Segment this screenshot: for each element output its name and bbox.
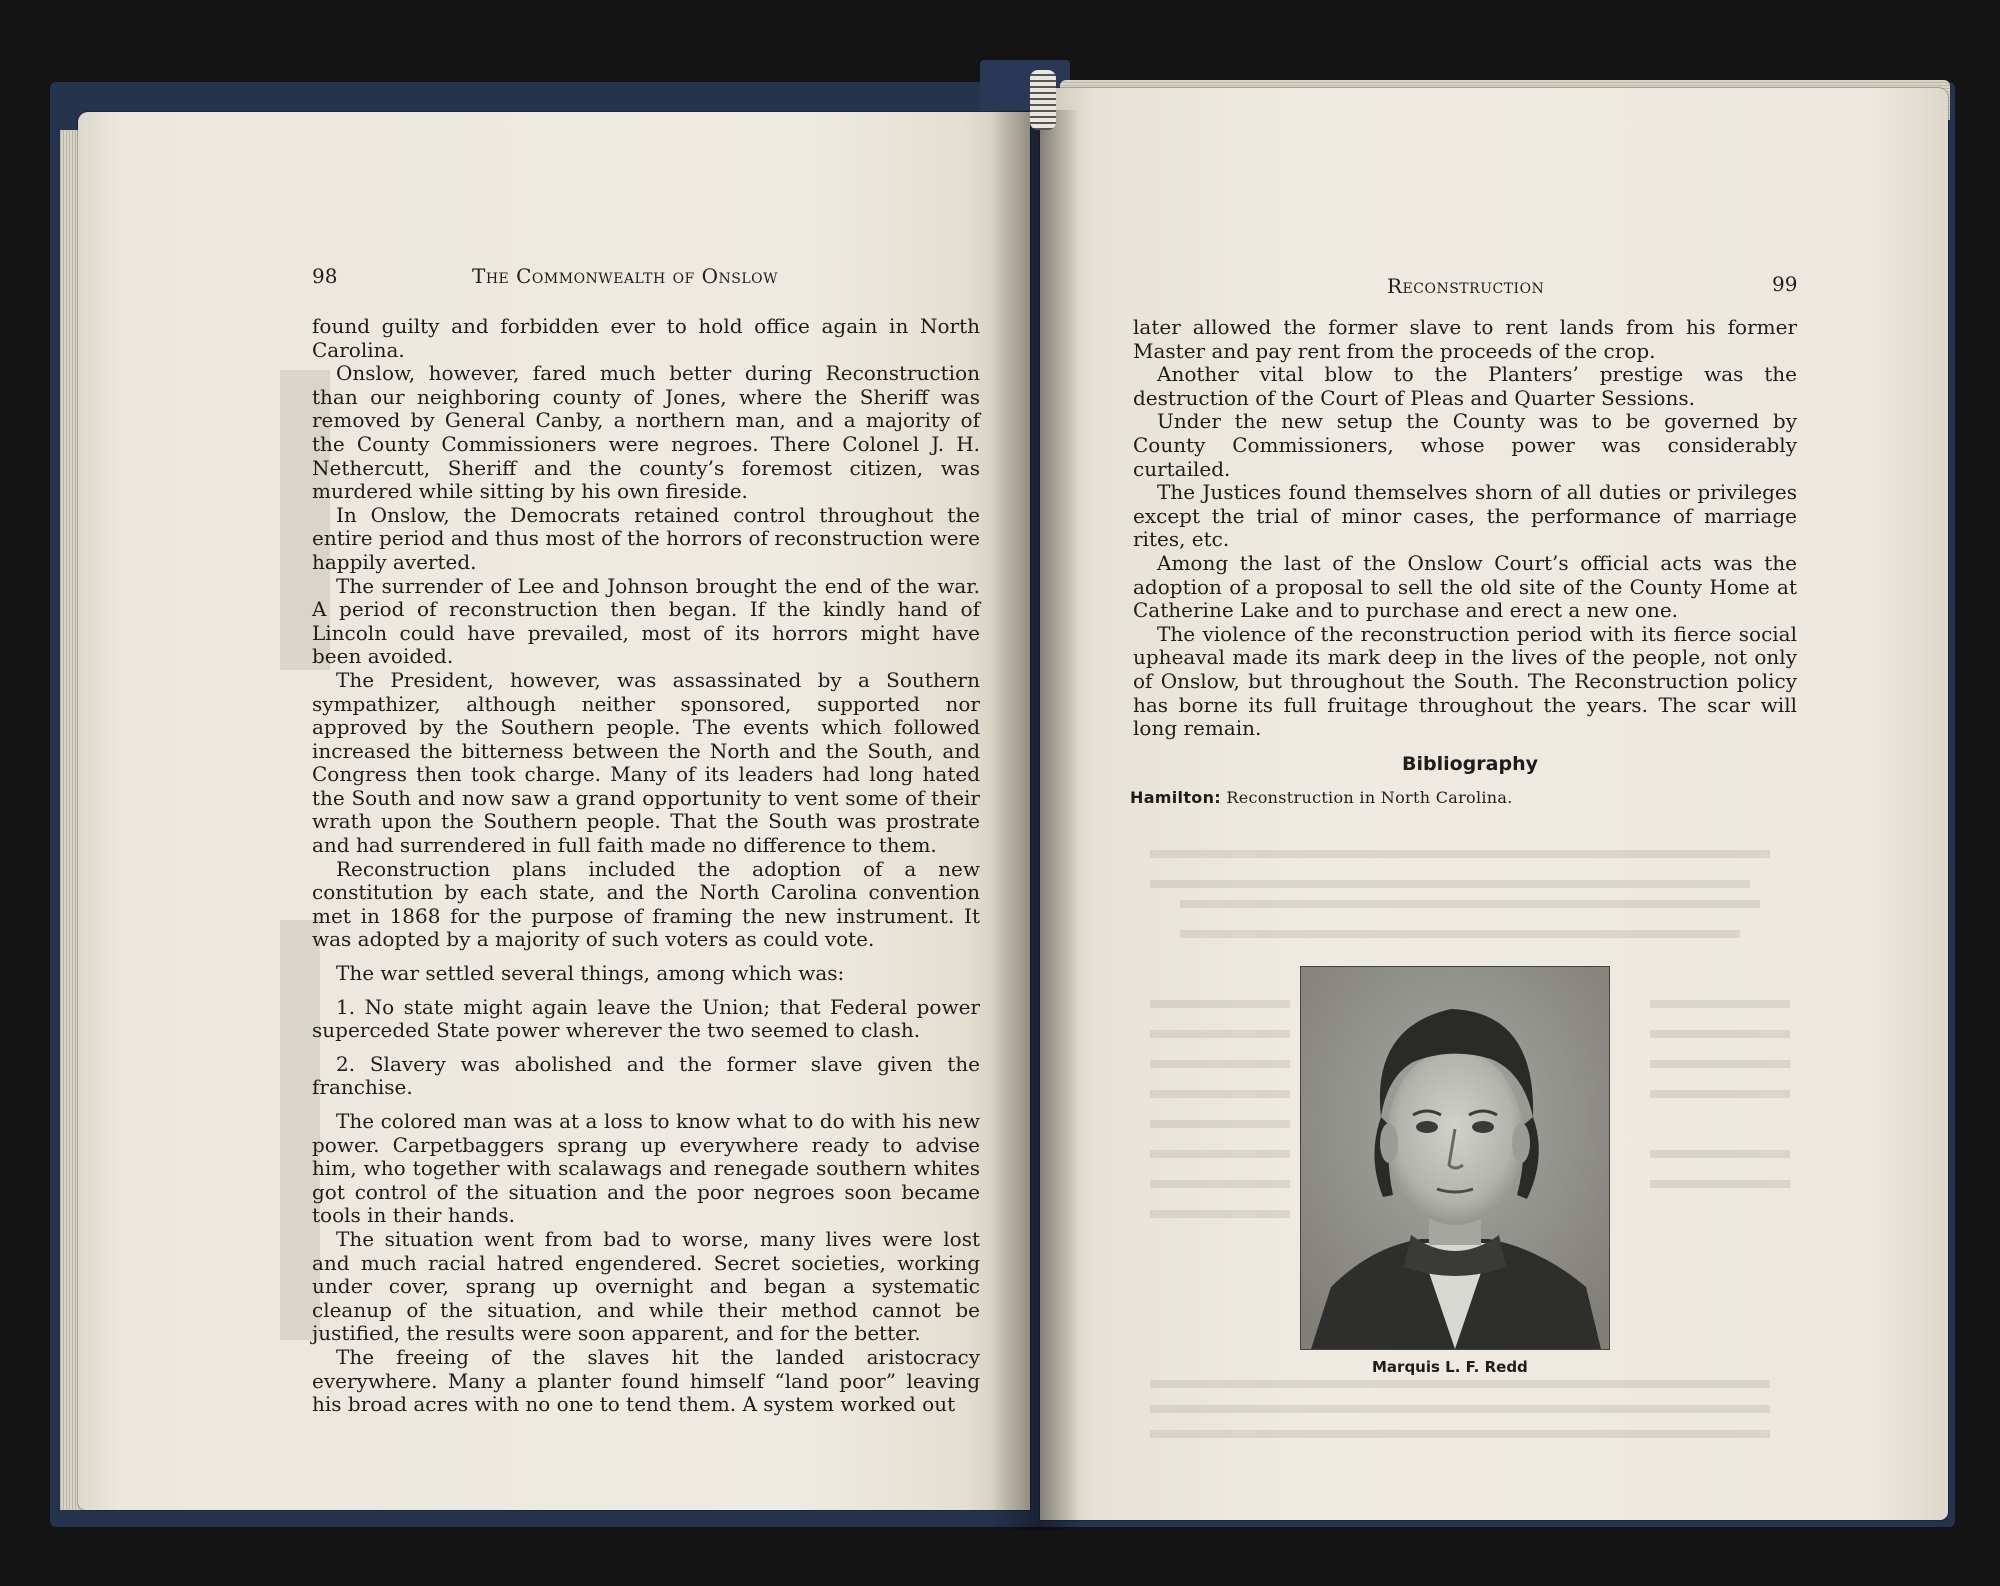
paragraph: found guilty and forbidden ever to hold office again in North Carolina.	[312, 314, 980, 362]
paragraph: The surrender of Lee and Johnson brought the end of the war. A period of reconstruction then began. If the kindly hand of Lincoln could have prevailed, most of its horrors might have been avoided.	[312, 573, 980, 669]
paragraph: The war settled several things, among which was:	[336, 961, 845, 986]
right-page-number: 99	[1772, 272, 1798, 296]
paragraph: The colored man was at a loss to know what to do with his new power. Carpetbaggers sprang up everywhere ready to advise him, who together with scalawags and renegade southern whites got control of the situation and the poor negroes soon became tools in their hands.	[312, 1109, 980, 1228]
paragraph: Another vital blow to the Planters’ prestige was the destruction of the Court of Pleas and Quarter Sessions.	[1133, 362, 1797, 410]
bibliography-work: Reconstruction in North Carolina.	[1226, 788, 1513, 807]
paragraph: In Onslow, the Democrats retained control throughout the entire period and thus most of the horrors of reconstruction were happily averted.	[312, 502, 980, 574]
paragraph: The violence of the reconstruction period with its fierce social upheaval made its mark deep in the lives of the people, not only of Onslow, but throughout the South. The Reconstruction policy has borne its full fruitage throughout the years. The scar will long remain.	[1133, 621, 1797, 741]
paragraph: 2. Slavery was abolished and the former slave given the franchise.	[312, 1051, 980, 1100]
paragraph: The Justices found themselves shorn of all duties or privileges except the trial of minor cases, the performance of marriage rites, etc.	[1133, 480, 1797, 552]
left-page-body	[312, 315, 980, 1417]
paragraph: Onslow, however, fared much better during Reconstruction than our neighboring county of Jones, where the Sheriff was removed by General Canby, a northern man, and a majority of the County Commissioners were negroes. There Colonel J. H. Nethercutt, Sheriff and the county’s foremost citizen, was murdered while sitting by his own fireside.	[312, 361, 980, 504]
bibliography-entry	[1130, 788, 1830, 807]
portrait-image	[1301, 967, 1609, 1349]
paragraph: The freeing of the slaves hit the landed aristocracy everywhere. Many a planter found himself “land poor” leaving his broad acres with no one to tend them. A system worked out	[312, 1344, 980, 1417]
left-running-head: The Commonwealth of Onslow	[472, 264, 779, 288]
portrait-caption: Marquis L. F. Redd	[1372, 1358, 1528, 1376]
bibliography-author: Hamilton:	[1130, 788, 1221, 807]
portrait-photo	[1300, 966, 1610, 1350]
left-page-number: 98	[312, 264, 338, 288]
paragraph: 1. No state might again leave the Union; that Federal power superceded State power wherever the two seemed to clash.	[312, 994, 980, 1043]
right-running-head: Reconstruction	[1387, 274, 1545, 298]
paragraph: Under the new setup the County was to be governed by County Commissioners, whose power was considerably curtailed.	[1133, 409, 1797, 481]
bibliography-heading: Bibliography	[1402, 753, 1538, 775]
paragraph: Among the last of the Onslow Court’s official acts was the adoption of a proposal to sell the old site of the County Home at Catherine Lake and to purchase and erect a new one.	[1133, 550, 1797, 623]
paragraph: Reconstruction plans included the adoption of a new constitution by each state, and the North Carolina convention met in 1868 for the purpose of framing the new instrument. It was adopted by a majority of such voters as could vote.	[312, 856, 980, 952]
paragraph: later allowed the former slave to rent lands from his former Master and pay rent from the proceeds of the crop.	[1133, 315, 1797, 363]
right-page-body	[1133, 316, 1797, 741]
paragraph: The President, however, was assassinated by a Southern sympathizer, although neither sponsored, supported nor approved by the Southern people. The events which followed increased the bitterness between the North and the South, and Congress then took charge. Many of its leaders had long hated the South and now saw a grand opportunity to vent some of their wrath upon the Southern people. That the South was prostrate and had surrendered in full faith made no difference to them.	[312, 667, 980, 858]
paragraph: The situation went from bad to worse, many lives were lost and much racial hatred engendered. Secret societies, working under cover, sprang up overnight and began a systematic cleanup of the situation, and while their method cannot be justified, the results were soon apparent, and for the better.	[312, 1226, 980, 1346]
